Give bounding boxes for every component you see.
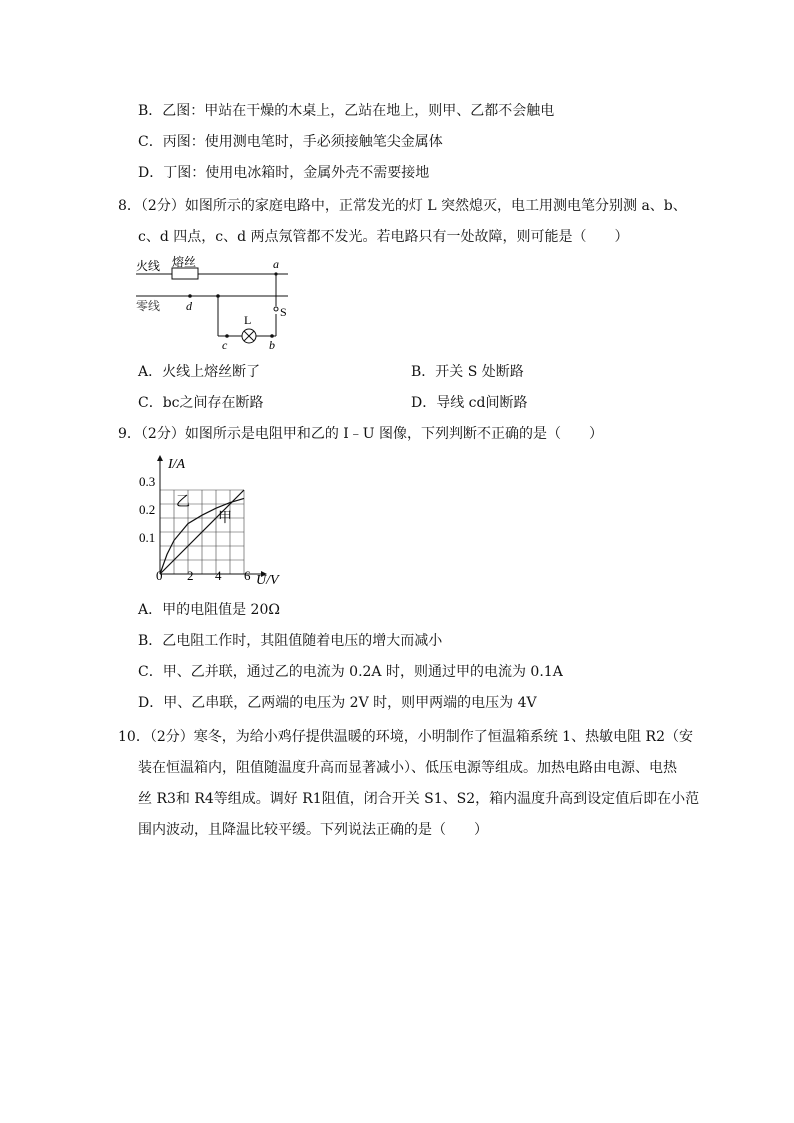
fuse-label: 熔丝 [172, 255, 197, 269]
q8-option-b: B．开关 S 处断路 [411, 364, 524, 380]
y-tick-0.3: 0.3 [139, 474, 156, 489]
q8-stem-line2: c、d 四点，c、d 两点氖管都不发光。若电路只有一处故障，则可能是（ ） [138, 229, 629, 245]
q9-stem: 9．（2分）如图所示是电阻甲和乙的 I﹣U 图像，下列判断不正确的是（ ） [118, 426, 604, 442]
point-b-label: b [269, 338, 275, 352]
q10-stem-line3: 丝 R3和 R4等组成。调好 R1阻值，闭合开关 S1、S2，箱内温度升高到设定值后即在小范 [138, 791, 700, 807]
point-d-label: d [186, 299, 192, 313]
series-jia-label: 甲 [218, 511, 232, 526]
q7-option-d: D．丁图：使用电冰箱时，金属外壳不需要接地 [138, 165, 430, 181]
point-a-label: a [273, 257, 279, 271]
q8-option-a: A．火线上熔丝断了 [138, 364, 261, 380]
q9-option-d: D．甲、乙串联，乙两端的电压为 2V 时，则甲两端的电压为 4V [138, 695, 537, 711]
q9-iu-chart [138, 454, 298, 589]
fuse [172, 268, 198, 279]
q8-stem-line1: 8．（2分）如图所示的家庭电路中，正常发光的灯 L 突然熄灭，电工用测电笔分别测 a、b、 [118, 198, 687, 214]
q8-option-c: C．bc之间存在断路 [138, 395, 264, 411]
switch-label: S [280, 305, 287, 319]
neutral-wire-label: 零线 [136, 299, 161, 313]
switch-s [274, 307, 278, 311]
q8-circuit-diagram [136, 254, 296, 354]
q7-option-c: C．丙图：使用测电笔时，手必须接触笔尖金属体 [138, 134, 443, 150]
x-tick-6: 6 [244, 568, 251, 583]
y-tick-0.1: 0.1 [139, 530, 156, 545]
lamp-label: L [244, 313, 252, 327]
y-axis-label: I/A [168, 457, 186, 472]
q10-stem-line1: 10．（2分）寒冬，为给小鸡仔提供温暖的环境，小明制作了恒温箱系统 1、热敏电阻 R2（安 [118, 729, 693, 745]
q10-stem-line4: 围内波动，且降温比较平缓。下列说法正确的是（ ） [138, 822, 488, 838]
series-yi-label: 乙 [176, 495, 190, 510]
q10-stem-line2: 装在恒温箱内，阻值随温度升高而显著减小）、低压电源等组成。加热电路由电源、电热 [138, 760, 677, 776]
q9-option-b: B．乙电阻工作时，其阻值随着电压的增大而减小 [138, 633, 443, 649]
q7-option-b: B．乙图：甲站在干燥的木桌上，乙站在地上，则甲、乙都不会触电 [138, 103, 555, 119]
q9-option-c: C．甲、乙并联，通过乙的电流为 0.2A 时，则通过甲的电流为 0.1A [138, 664, 563, 680]
x-axis-label: U/V [256, 573, 279, 588]
x-tick-4: 4 [215, 568, 222, 583]
live-wire-label: 火线 [136, 259, 161, 273]
y-tick-0.2: 0.2 [139, 502, 156, 517]
q9-option-a: A．甲的电阻值是 20Ω [138, 602, 280, 618]
x-tick-2: 2 [187, 568, 194, 583]
q8-option-d: D．导线 cd间断路 [411, 395, 528, 411]
point-c-label: c [222, 338, 228, 352]
x-tick-0: 0 [156, 568, 163, 583]
